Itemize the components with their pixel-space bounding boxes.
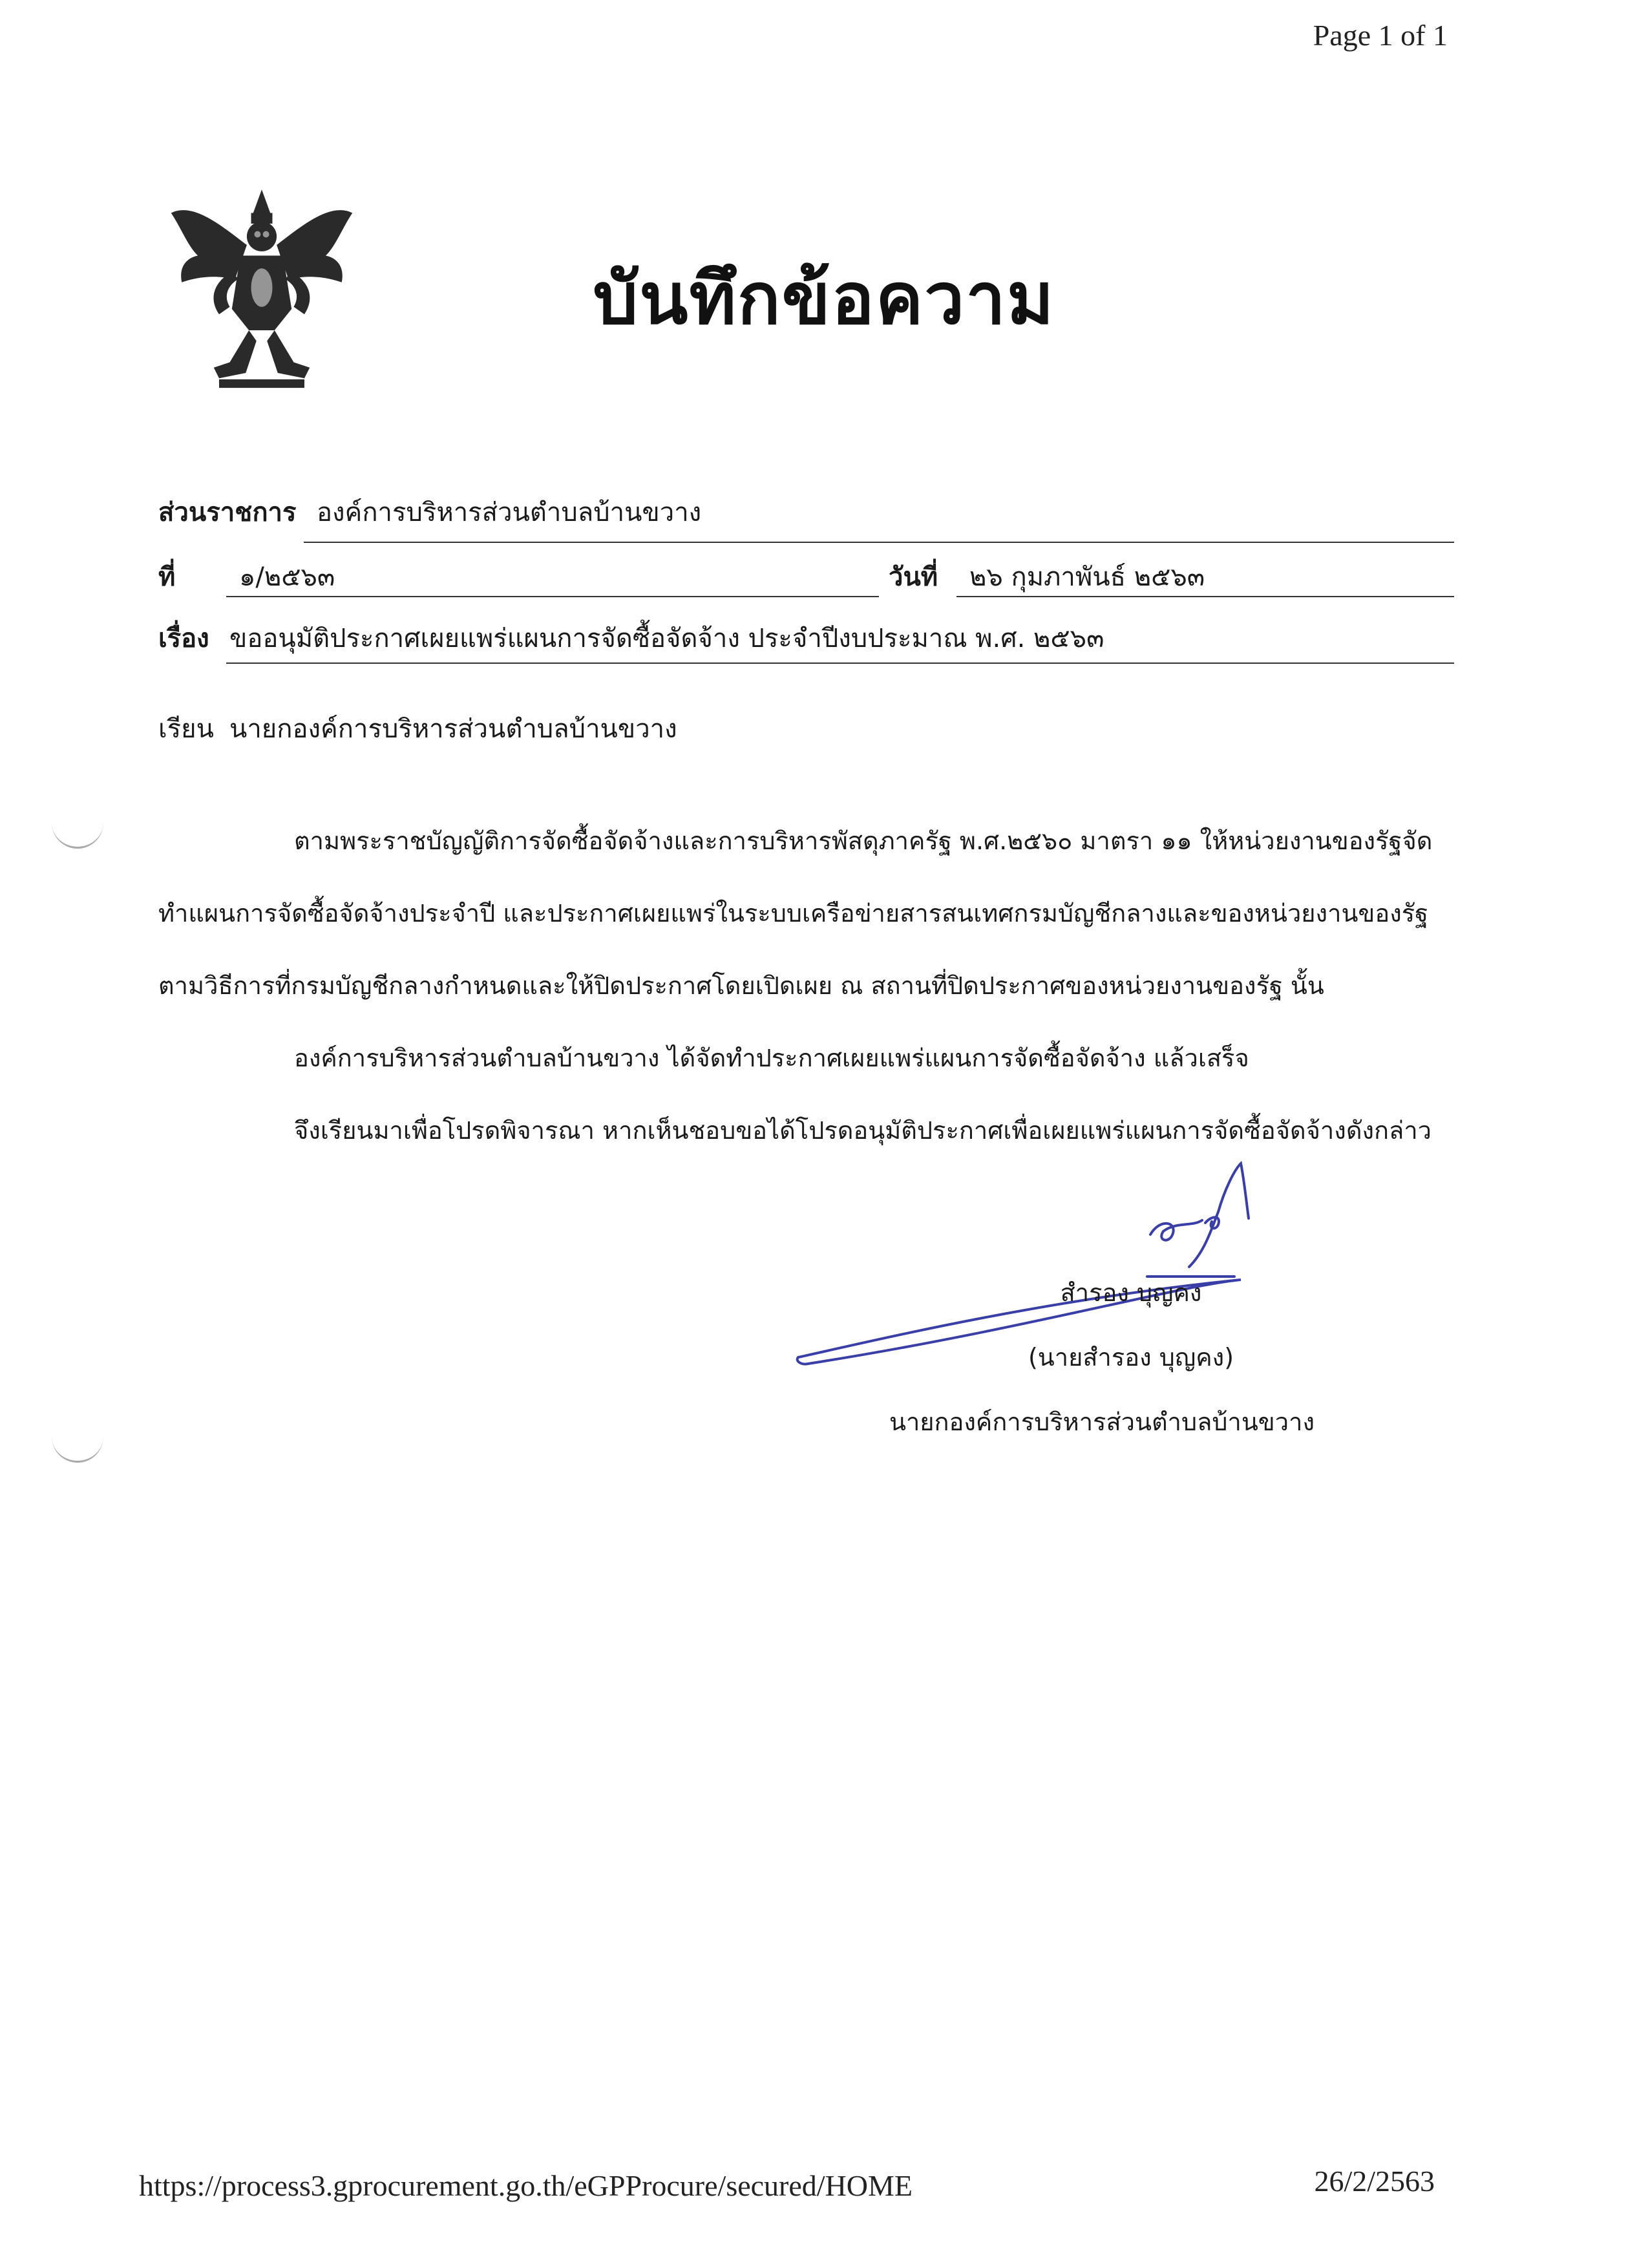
signature-block [840, 1260, 1422, 1454]
body-paragraph: จึงเรียนมาเพื่อโปรดพิจารณา หากเห็นชอบขอได้โปรดอนุมัติประกาศเพื่อเผยแพร่แผนการจัดซื้อจัดจ้างดังกล่าว [294, 1116, 1432, 1145]
document-title: บันทึกข้อความ [593, 257, 1055, 340]
salutation-label: เรียน [158, 714, 214, 744]
date-underline [956, 596, 1454, 597]
punch-hole-mark [52, 821, 103, 849]
agency-underline [304, 542, 1454, 543]
page-counter: Page 1 of 1 [1313, 19, 1448, 52]
body-paragraph: องค์การบริหารส่วนตำบลบ้านขวาง ได้จัดทำประกาศเผยแพร่แผนการจัดซื้อจัดจ้าง แล้วเสร็จ [294, 1044, 1249, 1072]
date-label: วันที่ [889, 562, 938, 592]
agency-value: องค์การบริหารส่วนตำบลบ้านขวาง [317, 498, 702, 527]
date-value: ๒๖ กุมภาพันธ์ ๒๕๖๓ [969, 562, 1205, 592]
salutation-value: นายกองค์การบริหารส่วนตำบลบ้านขวาง [229, 714, 677, 744]
reference-underline [226, 596, 879, 597]
punch-hole-mark [52, 1435, 103, 1463]
footer-url: https://process3.gprocurement.go.th/eGPProcure/secured/HOME [139, 2169, 913, 2202]
reference-label: ที่ [158, 562, 176, 592]
memo-body [158, 805, 1451, 1167]
signed-name: สำรอง บุญคง [1060, 1278, 1202, 1307]
subject-label: เรื่อง [158, 624, 209, 653]
footer-date: 26/2/2563 [1314, 2165, 1435, 2198]
signer-position: นายกองค์การบริหารส่วนตำบลบ้านขวาง [889, 1408, 1315, 1436]
agency-label: ส่วนราชการ [158, 498, 297, 527]
subject-underline [226, 662, 1454, 664]
body-paragraph: ตามพระราชบัญญัติการจัดซื้อจัดจ้างและการบริหารพัสดุภาครัฐ พ.ศ.๒๕๖๐ มาตรา ๑๑ ให้หน่วยงานของรัฐจัดทำแผนการจัดซื้อจัดจ้างประจำปี และประกาศเผยแพร่ในระบบเครือข่ายสารสนเทศกรมบัญชีกลางและของหน่วยงานของรัฐตามวิธีการที่กรมบัญชีกลางกำหนดและให้ปิดประกาศโดยเปิดเผย ณ สถานที่ปิดประกาศของหน่วยงานของรัฐ นั้น [158, 827, 1433, 1000]
reference-value: ๑/๒๕๖๓ [239, 562, 335, 592]
signer-full-name: (นายสำรอง บุญคง) [1028, 1343, 1234, 1372]
subject-value: ขออนุมัติประกาศเผยแพร่แผนการจัดซื้อจัดจ้าง ประจำปีงบประมาณ พ.ศ. ๒๕๖๓ [229, 624, 1104, 653]
